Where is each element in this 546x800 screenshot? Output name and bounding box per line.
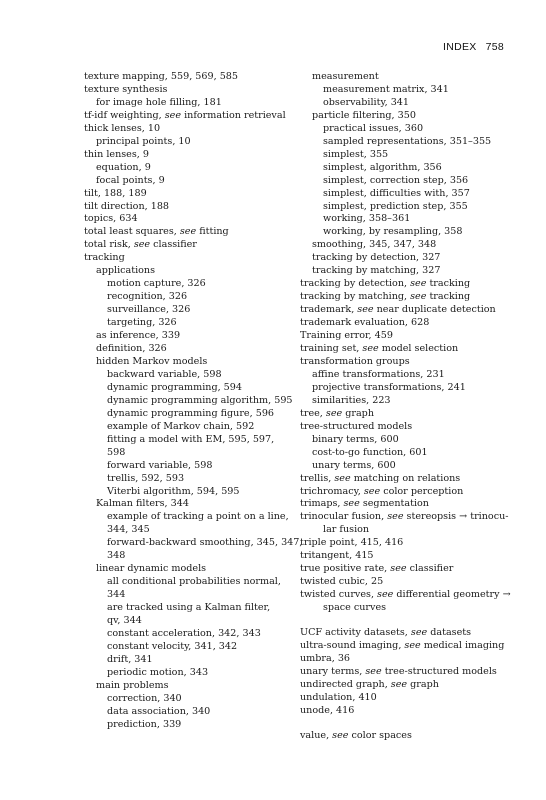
running-header xyxy=(443,41,504,53)
index-subentry: working, 358–361 xyxy=(323,213,411,225)
index-subentry: cost-to-go function, 601 xyxy=(312,446,428,458)
index-subentry: targeting, 326 xyxy=(107,317,177,329)
index-subentry: simplest, difficulties with, 357 xyxy=(323,187,470,199)
index-entry: trellis, see matching on relations xyxy=(300,472,461,484)
index-entry: tracking by detection, see tracking xyxy=(300,278,471,290)
index-entry: tilt direction, 188 xyxy=(84,200,170,212)
index-subentry: simplest, 355 xyxy=(323,148,389,160)
index-entry: ultra-sound imaging, see medical imaging xyxy=(300,639,505,651)
index-entry: total risk, see classifier xyxy=(84,239,197,251)
index-subentry: constant acceleration, 342, 343 xyxy=(107,627,261,639)
index-subentry: drift, 341 xyxy=(107,653,153,665)
index-entry-continuation: lar fusion xyxy=(323,524,370,536)
index-entry: unary terms, see tree-structured models xyxy=(300,665,497,677)
index-subentry: Viterbi algorithm, 594, 595 xyxy=(107,485,240,497)
index-column-left xyxy=(84,71,303,732)
index-subentry: example of tracking a point on a line, xyxy=(107,511,289,523)
index-subentry: trellis, 592, 593 xyxy=(107,472,185,484)
index-entry: texture synthesis xyxy=(84,83,168,95)
index-entry: undirected graph, see graph xyxy=(300,678,439,690)
index-subentry: practical issues, 360 xyxy=(323,122,424,134)
index-subentry: definition, 326 xyxy=(96,343,167,355)
letter-group-gap xyxy=(300,718,508,730)
index-entry: value, see color spaces xyxy=(300,729,412,741)
index-subentry: working, by resampling, 358 xyxy=(323,226,463,238)
index-subentry: dynamic programming algorithm, 595 xyxy=(107,394,293,406)
index-entry: undulation, 410 xyxy=(300,691,377,703)
index-column-right xyxy=(300,71,511,743)
index-subentry: fitting a model with EM, 595, 597, xyxy=(107,433,275,445)
index-entry: trademark evaluation, 628 xyxy=(300,317,430,329)
index-entry: topics, 634 xyxy=(84,213,138,225)
index-subentry: main problems xyxy=(96,679,169,691)
index-entry: trinocular fusion, see stereopsis → trinocu- xyxy=(300,511,509,523)
index-subentry: recognition, 326 xyxy=(107,291,188,303)
index-entry-continuation: 598 xyxy=(107,446,126,458)
index-entry: umbra, 36 xyxy=(300,652,351,664)
index-subentry: periodic motion, 343 xyxy=(107,666,209,678)
index-subentry: measurement xyxy=(312,71,379,82)
index-subentry: for image hole filling, 181 xyxy=(96,96,222,108)
index-subentry: tracking by detection, 327 xyxy=(312,252,441,264)
index-entry: unode, 416 xyxy=(300,704,355,716)
index-subentry: as inference, 339 xyxy=(96,330,181,342)
index-entry: tilt, 188, 189 xyxy=(84,187,147,199)
index-entry: Training error, 459 xyxy=(300,330,393,342)
index-subentry: affine transformations, 231 xyxy=(312,368,445,380)
index-entry-continuation: 344 xyxy=(107,589,126,601)
index-subentry: tracking by matching, 327 xyxy=(312,265,441,277)
index-subentry: applications xyxy=(96,265,156,277)
index-subentry: forward variable, 598 xyxy=(107,459,213,471)
index-subentry: dynamic programming figure, 596 xyxy=(107,407,275,419)
index-subentry: data association, 340 xyxy=(107,705,211,717)
index-entry: true positive rate, see classifier xyxy=(300,563,454,575)
index-entry-continuation: 344, 345 xyxy=(107,524,150,536)
index-subentry: unary terms, 600 xyxy=(312,459,396,471)
index-subentry: binary terms, 600 xyxy=(312,433,399,445)
index-subentry: particle filtering, 350 xyxy=(312,109,416,121)
index-entry-continuation: space curves xyxy=(323,602,387,614)
index-subentry: surveillance, 326 xyxy=(107,304,191,316)
index-entry: training set, see model selection xyxy=(300,343,459,355)
letter-group-gap xyxy=(300,615,508,627)
index-subentry: measurement matrix, 341 xyxy=(323,83,449,95)
index-entry: tf-idf weighting, see information retrieval xyxy=(84,109,286,121)
index-entry: texture mapping, 559, 569, 585 xyxy=(84,71,239,82)
index-subentry: similarities, 223 xyxy=(312,394,391,406)
index-entry: twisted cubic, 25 xyxy=(300,576,384,588)
index-entry: thin lenses, 9 xyxy=(84,148,149,160)
index-entry: twisted curves, see differential geometry → xyxy=(300,589,511,601)
index-entry: tracking xyxy=(84,252,125,264)
index-entry: trichromacy, see color perception xyxy=(300,485,464,497)
index-entry-continuation: qv, 344 xyxy=(107,615,142,627)
index-entry: thick lenses, 10 xyxy=(84,122,161,134)
index-entry: tritangent, 415 xyxy=(300,550,374,562)
index-subentry: simplest, prediction step, 355 xyxy=(323,200,468,212)
index-entry: UCF activity datasets, see datasets xyxy=(300,627,472,639)
index-entry: trimaps, see segmentation xyxy=(300,498,429,510)
index-entry: transformation groups xyxy=(300,355,410,367)
index-subentry: linear dynamic models xyxy=(96,563,207,575)
index-entry-continuation: 348 xyxy=(107,550,126,562)
index-subentry: equation, 9 xyxy=(96,161,151,173)
index-entry: tree-structured models xyxy=(300,420,413,432)
index-subentry: Kalman filters, 344 xyxy=(96,498,189,510)
index-entry: tree, see graph xyxy=(300,407,375,419)
index-subentry: are tracked using a Kalman filter, xyxy=(107,602,271,614)
index-subentry: backward variable, 598 xyxy=(107,368,222,380)
index-subentry: constant velocity, 341, 342 xyxy=(107,640,238,652)
index-entry: tracking by matching, see tracking xyxy=(300,291,471,303)
index-subentry: forward-backward smoothing, 345, 347, xyxy=(107,537,303,549)
index-subentry: principal points, 10 xyxy=(96,135,191,147)
index-subentry: correction, 340 xyxy=(107,692,182,704)
index-entry: triple point, 415, 416 xyxy=(300,537,404,549)
index-subentry: focal points, 9 xyxy=(96,174,165,186)
index-subentry: motion capture, 326 xyxy=(107,278,206,290)
index-subentry: dynamic programming, 594 xyxy=(107,381,242,393)
index-subentry: projective transformations, 241 xyxy=(312,381,466,393)
index-subentry: all conditional probabilities normal, xyxy=(107,576,281,588)
index-subentry: smoothing, 345, 347, 348 xyxy=(312,239,437,251)
page-number: 758 xyxy=(485,41,504,53)
index-subentry: prediction, 339 xyxy=(107,718,182,730)
section-title: INDEX xyxy=(442,41,477,53)
index-subentry: simplest, correction step, 356 xyxy=(323,174,469,186)
index-subentry: hidden Markov models xyxy=(96,355,208,367)
index-subentry: sampled representations, 351–355 xyxy=(323,135,492,147)
index-subentry: example of Markov chain, 592 xyxy=(107,420,255,432)
index-entry: total least squares, see fitting xyxy=(84,226,229,238)
index-subentry: simplest, algorithm, 356 xyxy=(323,161,442,173)
index-subentry: observability, 341 xyxy=(323,96,410,108)
index-entry: trademark, see near duplicate detection xyxy=(300,304,496,316)
